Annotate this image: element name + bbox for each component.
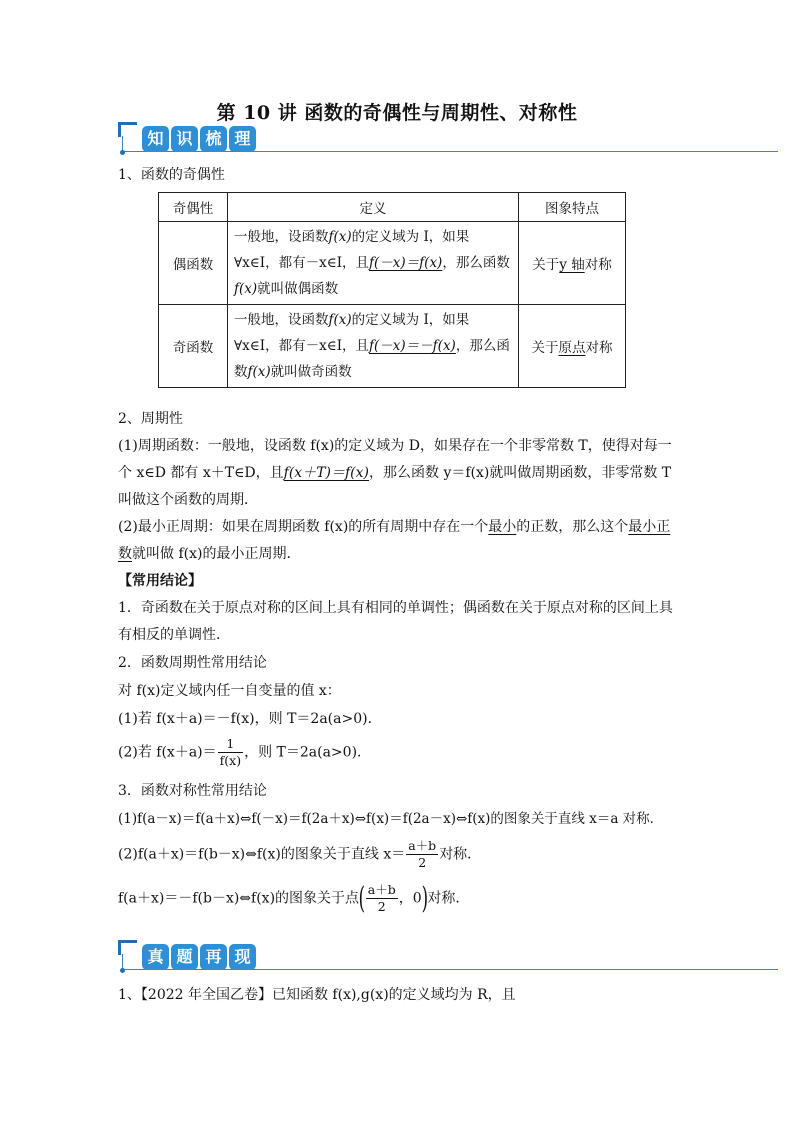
formula-text: 对称． xyxy=(439,846,482,863)
formula-text: f(a＋x)＝－f(b－x)⇔f(x)的图象关于点 xyxy=(118,890,360,907)
fraction xyxy=(218,736,243,769)
conclusion-2-intro: 对 f(x)定义域内任一自变量的值 x： xyxy=(118,683,341,699)
table-cell-feature xyxy=(519,222,626,305)
definition-text: ，那么函数 xyxy=(234,338,510,380)
conclusion-3-heading: 3．函数对称性常用结论 xyxy=(118,783,267,799)
conclusions-heading: 【常用结论】 xyxy=(118,573,202,589)
banner-char: 理 xyxy=(229,126,256,152)
fraction xyxy=(406,838,438,871)
banner-char: 梳 xyxy=(200,126,227,152)
banner-char: 题 xyxy=(171,944,198,970)
definition-condition: f(－x)＝f(x) xyxy=(369,255,443,271)
definition-condition: f(－x)＝－f(x) xyxy=(369,338,456,354)
definition-text: 就叫做奇函数 xyxy=(270,364,352,380)
conclusion-2-item-2 xyxy=(118,736,680,769)
conclusion-3-item-3 xyxy=(118,882,680,915)
paragraph-text: 就叫做 f(x)的最小正周期． xyxy=(132,546,301,562)
section-heading-parity: 1、函数的奇偶性 xyxy=(118,167,225,183)
banner-bracket-decoration xyxy=(118,940,137,955)
formula-text: (2)f(a＋x)＝f(b－x)⇔f(x)的图象关于直线 x＝ xyxy=(118,846,406,863)
table-cell-name: 偶函数 xyxy=(159,222,228,305)
formula-text: ，0 xyxy=(398,890,422,907)
conclusion-1: 1．奇函数在关于原点对称的区间上具有相同的单调性；偶函数在关于原点对称的区间上具有相反的单调性． xyxy=(118,600,673,643)
paragraph-text: (1)周期函数：一般地，设函数 f(x)的定义域为 D，如果存在一个非零常数 T，使得对每一个 x∈D 都有 x＋T∈D，且 xyxy=(118,438,672,481)
definition-text: 就叫做偶函数 xyxy=(257,281,339,297)
banner-dot-decoration xyxy=(120,150,125,155)
table-cell-name: 奇函数 xyxy=(159,305,228,388)
table-cell-feature xyxy=(519,305,626,388)
parity-table xyxy=(158,192,626,388)
right-paren: ) xyxy=(421,880,428,916)
fraction-denominator: 2 xyxy=(377,899,386,914)
table-row-even xyxy=(159,222,626,305)
key-term: 最小 xyxy=(488,519,517,535)
banner-char: 现 xyxy=(229,944,256,970)
page-title: 第 10 讲 函数的奇偶性与周期性、对称性 xyxy=(216,102,578,124)
conclusion-3-item-1: (1)f(a－x)＝f(a＋x)⇔f(－x)＝f(2a＋x)⇔f(x)＝f(2a－x)⇔f(x)的图象关于直线 x＝a 对称． xyxy=(118,811,664,827)
fraction-numerator: a＋b xyxy=(367,882,396,897)
definition-text: 的定义域为 I，如果∀x∈I，都有－x∈I，且 xyxy=(234,229,470,271)
section-heading-periodicity: 2、周期性 xyxy=(118,411,183,427)
table-header-row xyxy=(159,193,626,222)
formula-text: ，则 T＝2a(a>0)． xyxy=(244,744,372,761)
exam-question-1: 1、【2022 年全国乙卷】已知函数 f(x),g(x)的定义域均为 R，且 xyxy=(118,987,516,1003)
definition-text: ，那么函数 xyxy=(442,255,510,271)
fraction-denominator: f(x) xyxy=(219,753,242,768)
left-paren: ( xyxy=(358,880,366,916)
definition-function: f(x) xyxy=(247,364,271,380)
paragraph-text: ，那么函数 y＝f(x)就叫做周期函数，非零常数 T 叫做这个函数的周期． xyxy=(118,465,672,508)
fraction xyxy=(366,882,398,915)
section-banner-knowledge xyxy=(118,122,778,156)
definition-function: f(x) xyxy=(328,229,352,245)
banner-char: 识 xyxy=(171,126,198,152)
periodic-function-definition xyxy=(118,433,680,514)
conclusion-2-item-1: (1)若 f(x＋a)＝－f(x)，则 T＝2a(a>0)． xyxy=(118,711,382,727)
feature-text: 关于 xyxy=(532,257,560,273)
definition-text: 一般地，设函数 xyxy=(234,312,329,328)
formula-text: 对称． xyxy=(427,890,470,907)
banner-dot-decoration xyxy=(120,968,125,973)
feature-text: 关于 xyxy=(531,340,559,356)
table-cell-definition xyxy=(228,305,519,388)
banner-label xyxy=(142,126,256,152)
fraction-denominator: 2 xyxy=(418,855,427,870)
banner-char: 再 xyxy=(200,944,227,970)
conclusion-2-heading: 2．函数周期性常用结论 xyxy=(118,655,267,671)
table-header-cell: 奇偶性 xyxy=(159,193,228,222)
table-header-cell: 定义 xyxy=(228,193,519,222)
definition-text: 一般地，设函数 xyxy=(234,229,329,245)
table-row-odd xyxy=(159,305,626,388)
fraction-numerator: a＋b xyxy=(408,838,437,853)
formula-text: (2)若 f(x＋a)＝ xyxy=(118,744,217,761)
conclusion-3-item-2 xyxy=(118,838,680,871)
banner-char: 知 xyxy=(142,126,169,152)
banner-label xyxy=(142,944,256,970)
feature-text: 对称 xyxy=(585,340,613,356)
section-banner-real-exams xyxy=(118,940,778,974)
definition-function: f(x) xyxy=(234,281,258,297)
paragraph-text: 的正数，那么这个 xyxy=(516,519,629,535)
feature-text: 对称 xyxy=(584,257,612,273)
key-term: 最小正数 xyxy=(118,519,671,562)
feature-key: 原点 xyxy=(558,340,586,356)
definition-function: f(x) xyxy=(328,312,352,328)
fraction-numerator: 1 xyxy=(218,736,243,753)
table-cell-definition xyxy=(228,222,519,305)
banner-char: 真 xyxy=(142,944,169,970)
paragraph-text: (2)最小正周期：如果在周期函数 f(x)的所有周期中存在一个 xyxy=(118,519,489,535)
minimal-period-definition xyxy=(118,514,680,568)
table-header-cell: 图象特点 xyxy=(519,193,626,222)
definition-text: 的定义域为 I，如果∀x∈I，都有－x∈I，且 xyxy=(234,312,470,354)
periodic-condition: f(x＋T)＝f(x) xyxy=(283,465,369,481)
banner-bracket-decoration xyxy=(118,122,137,137)
feature-key: y 轴 xyxy=(559,257,585,273)
